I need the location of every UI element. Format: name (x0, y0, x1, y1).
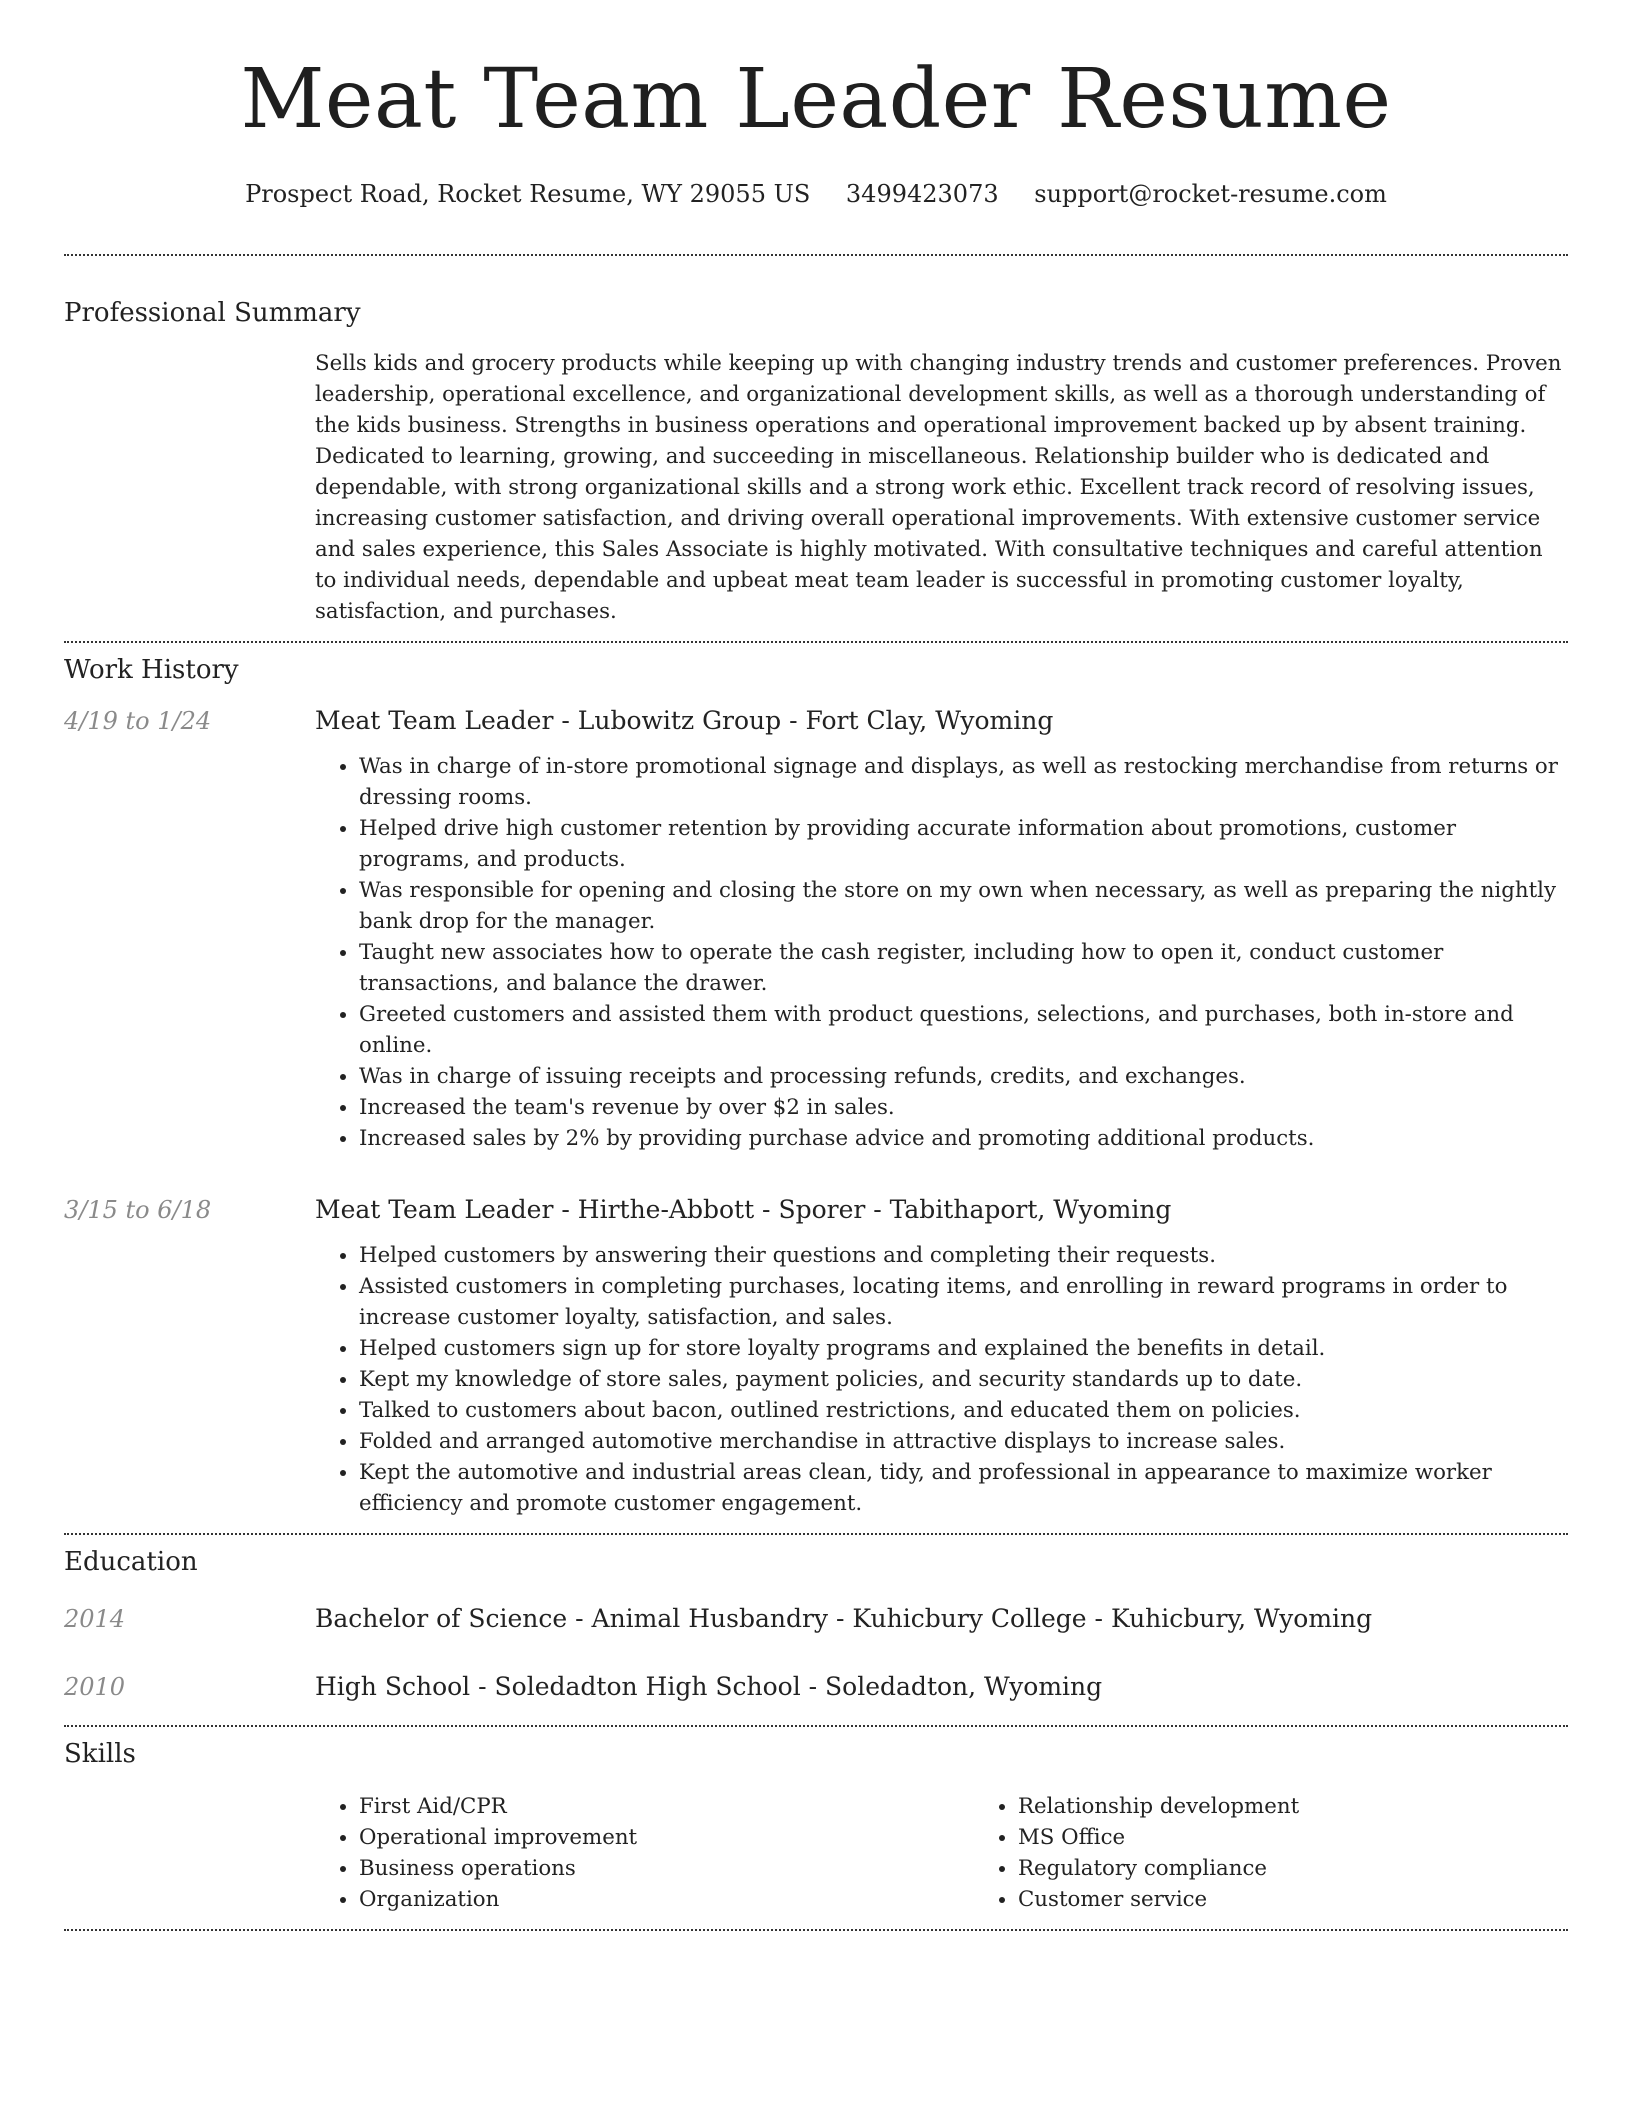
job-dates: 3/15 to 6/18 (64, 1196, 212, 1224)
resume-document (64, 0, 1568, 1931)
education-degree: Bachelor of Science - Animal Husbandry - Kuhicbury College - Kuhicbury, Wyoming (315, 1604, 1373, 1633)
summary-text: Sells kids and grocery products while keeping up with changing industry trends and customer preferences. Proven leadership, operational excellence, and organizational development skills, as well as a thorough understanding of the kids business. Strengths in business operations and operational improvement backed up by absent training. Dedicated to learning, growing, and succeeding in miscellaneous. Relationship builder who is dedicated and dependable, with strong organizational skills and a strong work ethic. Excellent track record of resolving issues, increasing customer satisfaction, and driving overall operational improvements. With extensive customer service and sales experience, this Sales Associate is highly motivated. With consultative techniques and careful attention to individual needs, dependable and upbeat meat team leader is successful in promoting customer loyalty, satisfaction, and purchases. (315, 351, 1562, 624)
list-item: • Helped customers sign up for store loyalty programs and explained the benefits in detail. (359, 1333, 1568, 1364)
list-item: • Assisted customers in completing purchases, locating items, and enrolling in reward programs in order to increase customer loyalty, satisfaction, and sales. (359, 1271, 1568, 1333)
contact-address: Prospect Road, Rocket Resume, WY 29055 US (245, 180, 811, 208)
job-entry (64, 705, 1568, 1154)
list-item: • Helped drive high customer retention by providing accurate information about promotions, customer programs, and products. (359, 813, 1568, 875)
skills-list (315, 1791, 1632, 1915)
contact-phone: 3499423073 (845, 180, 999, 208)
section-divider (64, 1725, 1568, 1727)
job-heading: Meat Team Leader - Lubowitz Group - Fort Clay, Wyoming (315, 706, 1054, 735)
contact-line (64, 178, 1568, 210)
list-item: • Helped customers by answering their questions and completing their requests. (359, 1240, 1568, 1271)
skill-item: • Regulatory compliance (1018, 1853, 1632, 1884)
job-bullets (315, 1240, 1568, 1519)
section-divider (64, 1929, 1568, 1931)
contact-email: support@rocket-resume.com (1034, 180, 1387, 208)
education-entry (64, 1603, 1568, 1635)
resume-header (64, 0, 1568, 210)
list-item: • Was in charge of in-store promotional signage and displays, as well as restocking merchandise from returns or dressing rooms. (359, 751, 1568, 813)
skill-item: • Relationship development (1018, 1791, 1632, 1822)
work-history-heading: Work History (64, 655, 239, 685)
section-divider (64, 1533, 1568, 1535)
job-entry (64, 1194, 1568, 1519)
job-bullets (315, 751, 1568, 1154)
section-divider (64, 641, 1568, 643)
list-item: • Taught new associates how to operate the cash register, including how to open it, conduct customer transactions, and balance the drawer. (359, 937, 1568, 999)
skills-column-left (315, 1791, 974, 1915)
job-heading: Meat Team Leader - Hirthe-Abbott - Sporer - Tabithaport, Wyoming (315, 1195, 1172, 1224)
skill-item: • Customer service (1018, 1884, 1632, 1915)
section-divider (64, 254, 1568, 256)
list-item: • Talked to customers about bacon, outlined restrictions, and educated them on policies. (359, 1395, 1568, 1426)
work-history-section (64, 653, 1568, 1519)
skill-item: • First Aid/CPR (359, 1791, 974, 1822)
skills-column-right (974, 1791, 1632, 1915)
list-item: • Folded and arranged automotive merchandise in attractive displays to increase sales. (359, 1426, 1568, 1457)
list-item: • Increased sales by 2% by providing purchase advice and promoting additional products. (359, 1123, 1568, 1154)
list-item: • Was in charge of issuing receipts and processing refunds, credits, and exchanges. (359, 1061, 1568, 1092)
education-section (64, 1545, 1568, 1703)
summary-heading: Professional Summary (64, 298, 361, 328)
skill-item: • MS Office (1018, 1822, 1632, 1853)
list-item: • Was responsible for opening and closing the store on my own when necessary, as well as preparing the nightly bank drop for the manager. (359, 875, 1568, 937)
list-item: • Kept my knowledge of store sales, payment policies, and security standards up to date. (359, 1364, 1568, 1395)
education-year: 2014 (64, 1605, 126, 1633)
education-entry (64, 1671, 1568, 1703)
summary-section (64, 296, 1568, 627)
skills-section (64, 1737, 1568, 1915)
job-dates: 4/19 to 1/24 (64, 707, 212, 735)
education-year: 2010 (64, 1673, 126, 1701)
list-item: • Greeted customers and assisted them with product questions, selections, and purchases, both in-store and online. (359, 999, 1568, 1061)
skill-item: • Business operations (359, 1853, 974, 1884)
resume-title: Meat Team Leader Resume (240, 52, 1392, 147)
education-heading: Education (64, 1547, 198, 1577)
skill-item: • Organization (359, 1884, 974, 1915)
education-degree: High School - Soledadton High School - Soledadton, Wyoming (315, 1672, 1103, 1701)
skill-item: • Operational improvement (359, 1822, 974, 1853)
skills-heading: Skills (64, 1739, 136, 1769)
list-item: • Kept the automotive and industrial areas clean, tidy, and professional in appearance to maximize worker efficiency and promote customer engagement. (359, 1457, 1568, 1519)
list-item: • Increased the team's revenue by over $2 in sales. (359, 1092, 1568, 1123)
